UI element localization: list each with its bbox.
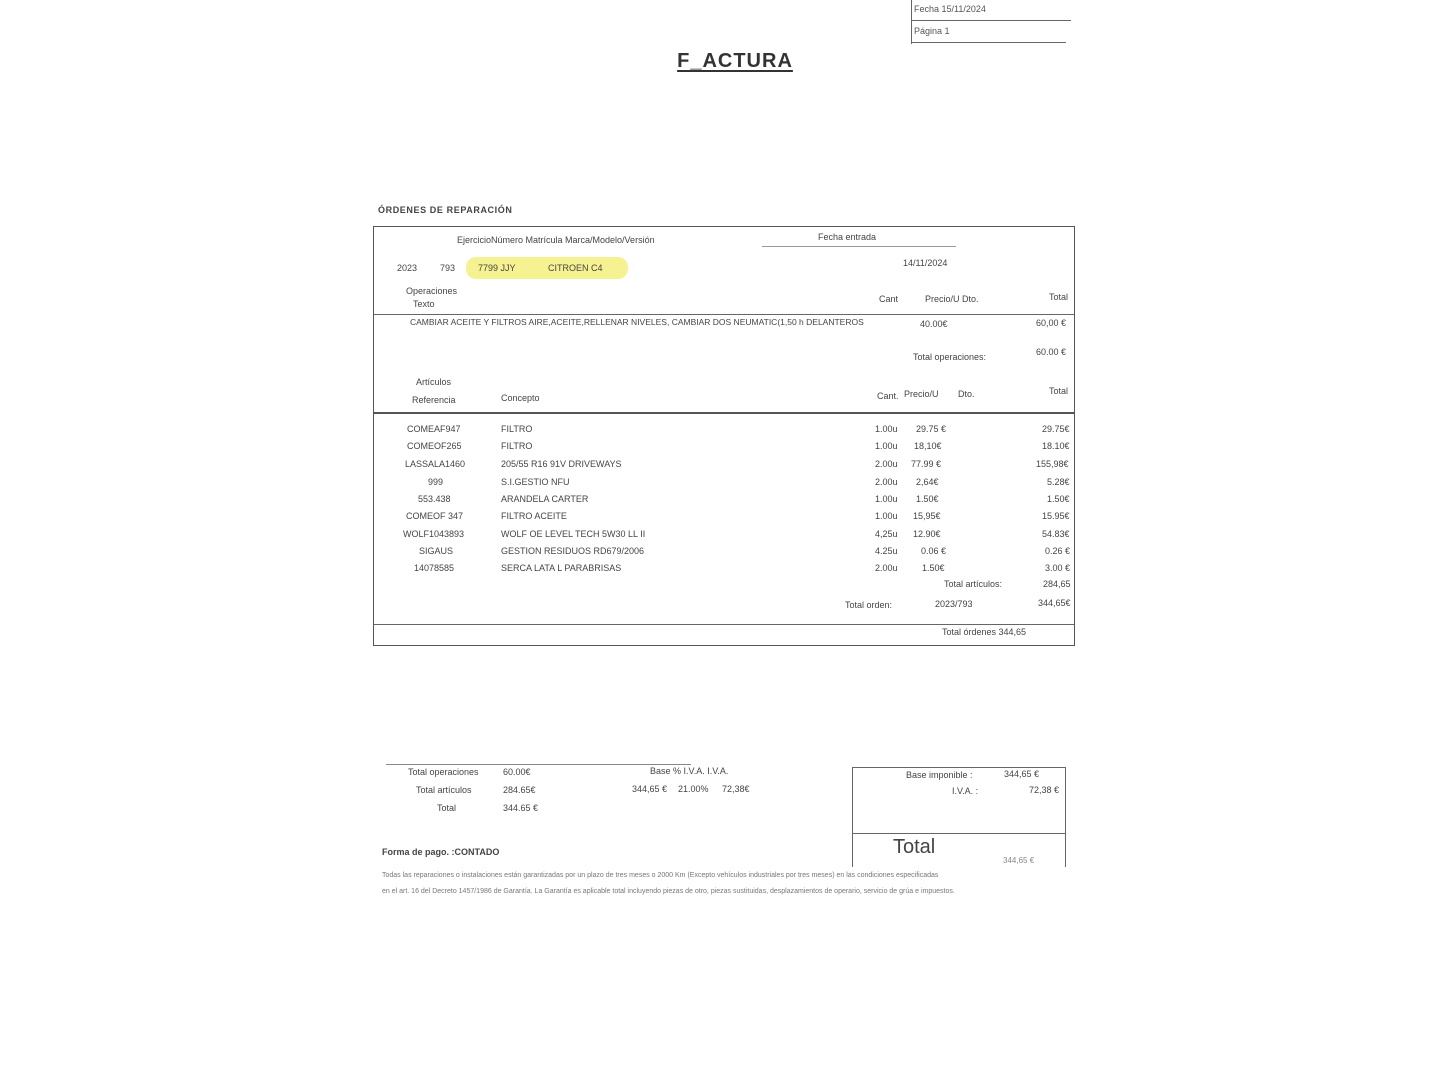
vat-percent: 21.00% bbox=[678, 784, 709, 794]
table-row bbox=[0, 459, 1440, 476]
article-total: 3.00 € bbox=[1045, 563, 1071, 573]
article-ref: COMEOF 347 bbox=[406, 511, 464, 521]
entry-date: 14/11/2024 bbox=[903, 258, 948, 268]
summary-total-value: 344.65 € bbox=[503, 803, 539, 813]
vat-value: 72,38 € bbox=[1029, 785, 1060, 795]
document-title: F_ACTURA bbox=[677, 50, 793, 72]
grand-total-value: 344,65 € bbox=[1003, 856, 1035, 865]
operations-text-label: Texto bbox=[413, 299, 435, 309]
operation-total: 60,00 € bbox=[1036, 318, 1067, 328]
article-price: 0.06 € bbox=[921, 546, 947, 556]
invoice-date: Fecha 15/11/2024 bbox=[914, 4, 986, 14]
article-qty: 2.00u bbox=[875, 563, 898, 573]
article-price: 77.99 € bbox=[911, 459, 942, 469]
all-orders-total: Total órdenes 344,65 bbox=[942, 627, 1027, 637]
article-ref: COMEOF265 bbox=[407, 441, 462, 451]
articles-price-header: Precio/U bbox=[904, 389, 939, 399]
articles-discount-header: Dto. bbox=[958, 389, 975, 399]
article-ref: LASSALA1460 bbox=[405, 459, 466, 469]
article-concept: SERCA LATA L PARABRISAS bbox=[501, 563, 622, 573]
totals-box-divider bbox=[853, 833, 1066, 834]
operations-price-header: Precio/U Dto. bbox=[925, 294, 979, 304]
article-ref: 553.438 bbox=[418, 494, 451, 504]
order-total-label: Total orden: bbox=[845, 600, 893, 610]
table-row bbox=[0, 441, 1440, 458]
page-number: Página 1 bbox=[914, 26, 950, 36]
article-concept: ARANDELA CARTER bbox=[501, 494, 589, 504]
summary-ops-label: Total operaciones bbox=[408, 767, 479, 777]
header-divider bbox=[911, 20, 1071, 21]
articles-divider bbox=[374, 412, 1074, 414]
payment-method: Forma de pago. :CONTADO bbox=[382, 847, 500, 857]
table-row bbox=[0, 563, 1440, 580]
taxable-base-label: Base imponible : bbox=[906, 770, 973, 780]
article-qty: 4,25u bbox=[875, 529, 898, 539]
header-divider bbox=[911, 42, 1066, 43]
order-total-value: 344,65€ bbox=[1038, 598, 1071, 608]
article-ref: SIGAUS bbox=[419, 546, 454, 556]
entry-date-underline bbox=[762, 246, 956, 247]
article-ref: COMEAF947 bbox=[407, 424, 461, 434]
order-number: 793 bbox=[440, 263, 456, 273]
article-total: 155,98€ bbox=[1036, 459, 1069, 469]
article-total: 0.26 € bbox=[1045, 546, 1071, 556]
summary-arts-value: 284.65€ bbox=[503, 785, 536, 795]
operation-price: 40.00€ bbox=[920, 319, 948, 329]
article-ref: 14078585 bbox=[414, 563, 455, 573]
table-row bbox=[0, 494, 1440, 511]
articles-concept-header: Concepto bbox=[501, 393, 540, 403]
article-concept: FILTRO ACEITE bbox=[501, 511, 567, 521]
article-concept: FILTRO bbox=[501, 424, 533, 434]
article-total: 1.50€ bbox=[1047, 494, 1070, 504]
article-concept: S.I.GESTIO NFU bbox=[501, 477, 570, 487]
article-qty: 4.25u bbox=[875, 546, 898, 556]
article-price: 1.50€ bbox=[922, 563, 945, 573]
article-price: 15,95€ bbox=[913, 511, 941, 521]
articles-total-label: Total artículos: bbox=[944, 579, 1003, 589]
article-concept: FILTRO bbox=[501, 441, 533, 451]
operations-total-header: Total bbox=[1049, 292, 1069, 302]
legal-notice-line2: en el art. 16 del Decreto 1457/1986 de Garantía. La Garantía es aplicable total incluyendo piezas de otro, piezas sustituidas, desplazamientos de operario, servicio de grúa e impuestos. bbox=[382, 888, 955, 895]
table-row bbox=[0, 424, 1440, 441]
article-concept: GESTION RESIDUOS RD679/2006 bbox=[501, 546, 645, 556]
taxable-base-value: 344,65 € bbox=[1004, 769, 1040, 779]
entry-date-label: Fecha entrada bbox=[818, 232, 877, 242]
article-total: 15.95€ bbox=[1042, 511, 1070, 521]
header-box-border bbox=[911, 0, 912, 44]
grand-total-label: Total bbox=[893, 836, 936, 858]
article-qty: 1.00u bbox=[875, 494, 898, 504]
article-price: 12.90€ bbox=[913, 529, 941, 539]
articles-total-value: 284,65 bbox=[1043, 579, 1071, 589]
article-qty: 1.00u bbox=[875, 511, 898, 521]
article-qty: 2.00u bbox=[875, 477, 898, 487]
table-row bbox=[0, 529, 1440, 546]
license-plate: 7799 JJY bbox=[478, 263, 516, 273]
vehicle-model: CITROEN C4 bbox=[548, 263, 603, 273]
section-title: ÓRDENES DE REPARACIÓN bbox=[378, 205, 513, 215]
article-qty: 1.00u bbox=[875, 424, 898, 434]
article-price: 1.50€ bbox=[916, 494, 939, 504]
order-year: 2023 bbox=[397, 263, 418, 273]
article-price: 2,64€ bbox=[916, 477, 939, 487]
summary-arts-label: Total artículos bbox=[416, 785, 472, 795]
legal-notice bbox=[382, 868, 1052, 900]
article-total: 18.10€ bbox=[1042, 441, 1070, 451]
article-price: 29.75 € bbox=[916, 424, 947, 434]
vat-label: I.V.A. : bbox=[952, 786, 979, 796]
article-ref: WOLF1043893 bbox=[403, 529, 465, 539]
vat-amount: 72,38€ bbox=[722, 784, 750, 794]
legal-notice-line1: Todas las reparaciones o instalaciones están garantizadas por un plazo de tres meses o 2000 Km (Excepto vehículos industriales por tres meses) en las condiciones especificadas bbox=[382, 872, 939, 879]
operations-label: Operaciones bbox=[406, 286, 458, 296]
vat-header: Base % I.V.A. I.V.A. bbox=[650, 766, 729, 776]
order-total-number: 2023/793 bbox=[935, 599, 973, 609]
vat-base: 344,65 € bbox=[632, 784, 668, 794]
articles-qty-header: Cant. bbox=[877, 391, 899, 401]
articles-label: Artículos bbox=[416, 377, 452, 387]
operation-text: CAMBIAR ACEITE Y FILTROS AIRE,ACEITE,RELLENAR NIVELES, CAMBIAR DOS NEUMATIC(1,50 h DELANTEROS bbox=[410, 317, 864, 327]
article-price: 18,10€ bbox=[914, 441, 942, 451]
operations-divider bbox=[374, 314, 1074, 315]
table-row bbox=[0, 546, 1440, 563]
summary-total-label: Total bbox=[437, 803, 457, 813]
article-total: 5.28€ bbox=[1047, 477, 1070, 487]
article-total: 54.83€ bbox=[1042, 529, 1070, 539]
order-total-divider bbox=[374, 624, 1074, 625]
operations-qty-header: Cant bbox=[879, 294, 899, 304]
article-ref: 999 bbox=[428, 477, 444, 487]
article-qty: 2.00u bbox=[875, 459, 898, 469]
summary-ops-value: 60.00€ bbox=[503, 767, 531, 777]
article-qty: 1.00u bbox=[875, 441, 898, 451]
articles-ref-header: Referencia bbox=[412, 395, 456, 405]
article-concept: WOLF OE LEVEL TECH 5W30 LL II bbox=[501, 529, 646, 539]
table-row bbox=[0, 511, 1440, 528]
operations-total-label: Total operaciones: bbox=[913, 352, 987, 362]
operations-total-value: 60.00 € bbox=[1036, 347, 1067, 357]
summary-top-line bbox=[386, 764, 691, 765]
totals-box bbox=[852, 767, 1066, 867]
article-concept: 205/55 R16 91V DRIVEWAYS bbox=[501, 459, 622, 469]
table-row bbox=[0, 477, 1440, 494]
articles-total-header: Total bbox=[1049, 386, 1069, 396]
article-total: 29.75€ bbox=[1042, 424, 1070, 434]
order-header-label: EjercicioNúmero Matrícula Marca/Modelo/Versión bbox=[457, 235, 655, 245]
